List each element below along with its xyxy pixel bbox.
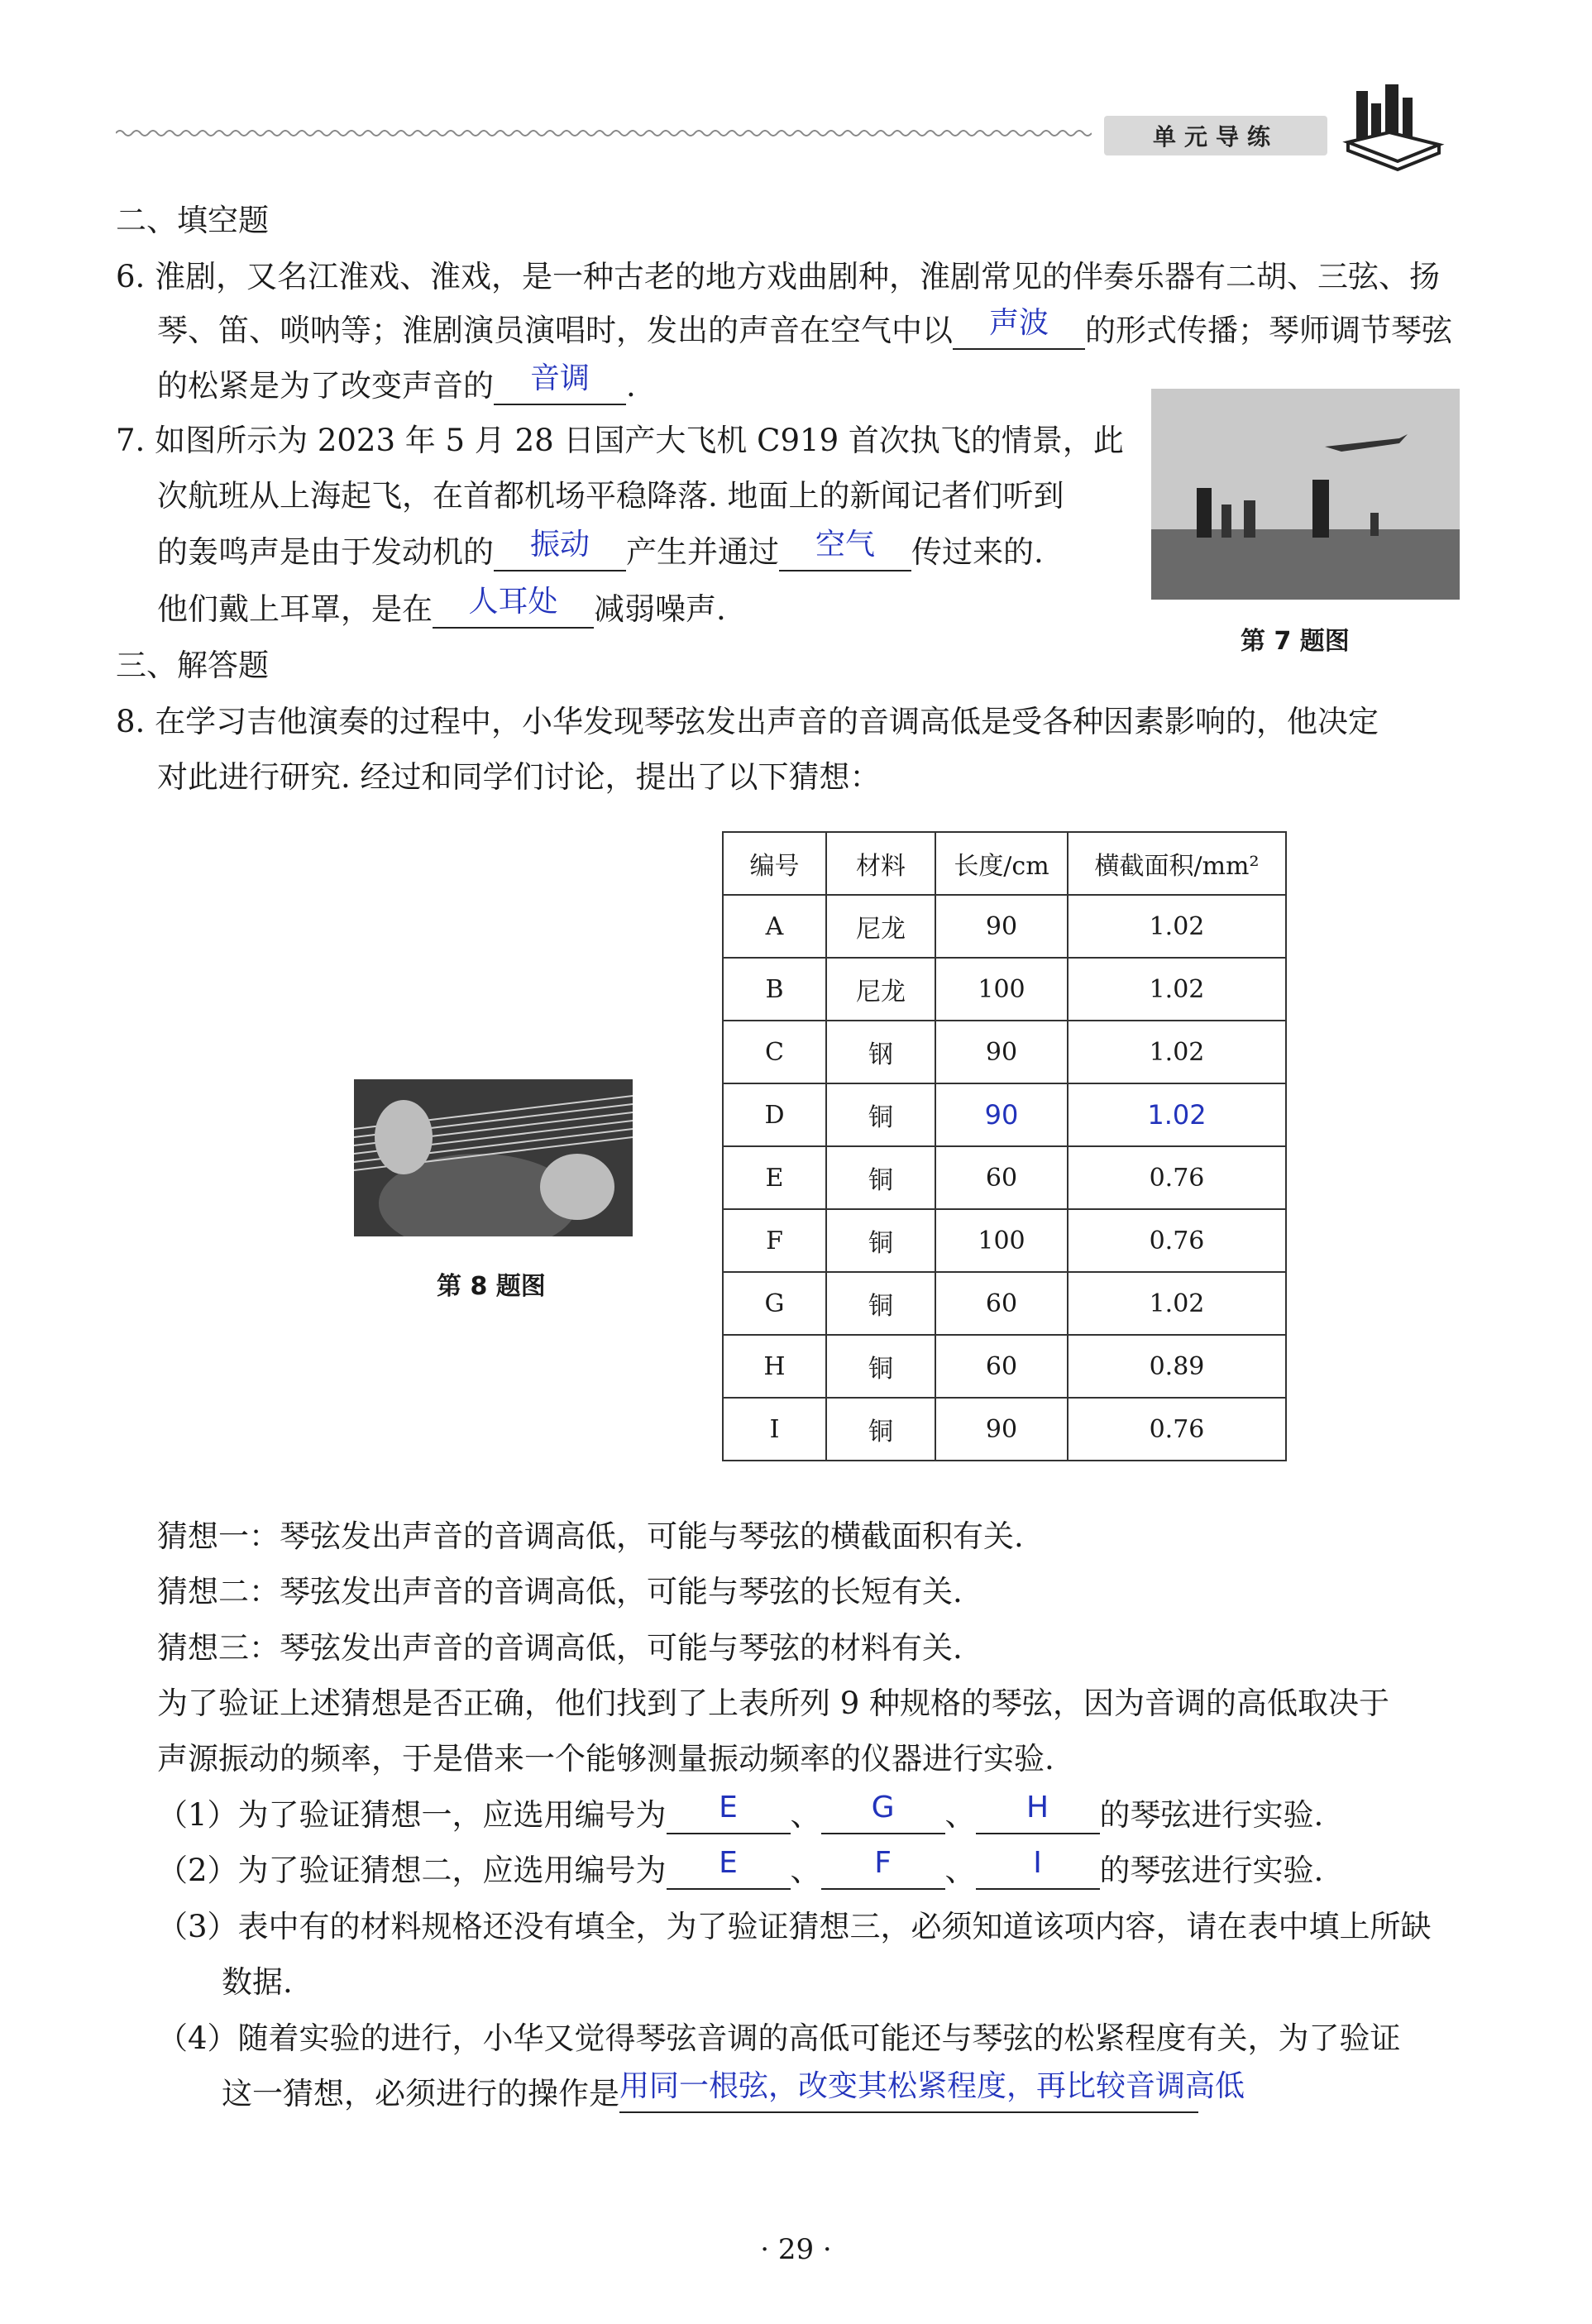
q6-line-3 <box>157 361 636 407</box>
separator: 、 <box>944 1797 976 1833</box>
table-cell: 1.02 <box>1068 895 1286 958</box>
table-cell: 铜 <box>826 1209 935 1272</box>
q7-blank-1 <box>494 528 626 571</box>
q8-sub-1-text: （1）为了验证猜想一，应选用编号为 <box>157 1797 667 1833</box>
q6-text: 的松紧是为了改变声音的 <box>157 368 494 404</box>
guess-2: 猜想二：琴弦发出声音的音调高低，可能与琴弦的长短有关. <box>157 1574 963 1609</box>
table-row <box>723 1083 1286 1146</box>
q8-sub-3-line-1: （3）表中有的材料规格还没有填全，为了验证猜想三，必须知道该项内容，请在表中填上所缺 <box>157 1909 1432 1944</box>
table-cell: 100 <box>935 1209 1068 1272</box>
books-logo-icon <box>1340 83 1447 174</box>
q7-text: 传过来的. <box>911 534 1044 570</box>
table-cell: 0.89 <box>1068 1335 1286 1398</box>
table-cell: 100 <box>935 958 1068 1021</box>
table-cell: 90 <box>935 895 1068 958</box>
table-cell: D <box>723 1083 826 1146</box>
table-row <box>723 1146 1286 1209</box>
q8-sub-4-blank <box>619 2069 1245 2113</box>
q8-sub-1-blank-c <box>976 1791 1100 1834</box>
table-cell: 铜 <box>826 1272 935 1335</box>
q8-para-2: 声源振动的频率，于是借来一个能够测量振动频率的仪器进行实验. <box>157 1741 1054 1776</box>
table-cell: 铜 <box>826 1398 935 1461</box>
q7-line-1: 7. 如图所示为 2023 年 5 月 28 日国产大飞机 C919 首次执飞的情景，此 <box>116 423 1124 458</box>
q8-line-2: 对此进行研究. 经过和同学们讨论，提出了以下猜想： <box>157 759 881 795</box>
q6-blank-1 <box>953 306 1085 350</box>
table-row <box>723 1398 1286 1461</box>
table-cell: G <box>723 1272 826 1335</box>
table-cell: 0.76 <box>1068 1209 1286 1272</box>
separator: 、 <box>790 1853 821 1888</box>
q7-text: 的轰鸣声是由于发动机的 <box>157 534 494 570</box>
table-row <box>723 895 1286 958</box>
q6-answer-1: 声波 <box>988 306 1049 340</box>
table-cell: 60 <box>935 1335 1068 1398</box>
table-cell: A <box>723 895 826 958</box>
unit-practice-badge: 单元导练 <box>1104 116 1327 155</box>
q6-line-1: 6. 淮剧，又名江淮戏、淮戏，是一种古老的地方戏曲剧种，淮剧常见的伴奏乐器有二胡、三弦、扬 <box>116 259 1441 294</box>
header-area: 横截面积/mm² <box>1068 832 1286 895</box>
q8-sub-2-text: 的琴弦进行实验. <box>1099 1853 1324 1888</box>
table-cell: 0.76 <box>1068 1398 1286 1461</box>
separator: 、 <box>790 1797 821 1833</box>
q7-text: 减弱噪声. <box>594 591 726 627</box>
table-row <box>723 1335 1286 1398</box>
q8-sub-4-line-2 <box>222 2069 1245 2115</box>
q6-blank-2 <box>494 361 626 405</box>
q8-sub-2-text: （2）为了验证猜想二，应选用编号为 <box>157 1853 667 1888</box>
q6-line-2 <box>157 306 1452 351</box>
table-row <box>723 1272 1286 1335</box>
q8-sub-4-line-1: （4）随着实验的进行，小华又觉得琴弦音调的高低可能还与琴弦的松紧程度有关，为了验证 <box>157 2020 1401 2056</box>
table-cell: 铜 <box>826 1335 935 1398</box>
q7-line-2: 次航班从上海起飞，在首都机场平稳降落. 地面上的新闻记者们听到 <box>157 478 1064 514</box>
q8-figure-caption: 第 8 题图 <box>437 1272 546 1301</box>
q8-sub-4-answer: 用同一根弦，改变其松紧程度，再比较音调高低 <box>619 2069 1245 2103</box>
q7-text: 他们戴上耳罩，是在 <box>157 591 433 627</box>
q8-sub-1-text: 的琴弦进行实验. <box>1099 1797 1324 1833</box>
q8-sub-3-line-2: 数据. <box>222 1964 293 2000</box>
table-cell: 60 <box>935 1272 1068 1335</box>
table-cell: 尼龙 <box>826 958 935 1021</box>
guess-3: 猜想三：琴弦发出声音的音调高低，可能与琴弦的材料有关. <box>157 1630 963 1666</box>
table-cell: E <box>723 1146 826 1209</box>
q7-answer-2: 空气 <box>815 528 875 562</box>
header-wavy-rule <box>116 124 1092 142</box>
string-spec-table <box>722 831 1287 1461</box>
table-cell: 1.02 <box>1068 1021 1286 1083</box>
table-row <box>723 1209 1286 1272</box>
q7-blank-3 <box>433 585 594 629</box>
q8-sub-4-text: 这一猜想，必须进行的操作是 <box>222 2076 619 2111</box>
q7-text: 产生并通过 <box>626 534 779 570</box>
table-cell: 尼龙 <box>826 895 935 958</box>
table-cell: F <box>723 1209 826 1272</box>
q8-line-1: 8. 在学习吉他演奏的过程中，小华发现琴弦发出声音的音调高低是受各种因素影响的，他决定 <box>116 704 1379 739</box>
q8-sub-1-answer-a: E <box>719 1791 738 1824</box>
table-cell: C <box>723 1021 826 1083</box>
q8-sub-1-answer-c: H <box>1026 1791 1049 1824</box>
q8-sub-1 <box>157 1791 1324 1836</box>
q7-line-4 <box>157 585 726 630</box>
table-cell: B <box>723 958 826 1021</box>
q6-text: 的形式传播；琴师调节琴弦 <box>1085 313 1452 348</box>
q6-text: 琴、笛、唢呐等；淮剧演员演唱时，发出的声音在空气中以 <box>157 313 953 348</box>
table-header-row <box>723 832 1286 895</box>
q6-text: . <box>626 368 636 404</box>
header-material: 材料 <box>826 832 935 895</box>
table-cell: 1.02 <box>1068 1272 1286 1335</box>
q7-answer-3: 人耳处 <box>468 585 558 619</box>
table-cell-filled-answer: 1.02 <box>1068 1083 1286 1146</box>
q8-sub-2-answer-c: I <box>1033 1846 1042 1880</box>
table-cell: 0.76 <box>1068 1146 1286 1209</box>
q7-figure-caption: 第 7 题图 <box>1241 627 1350 656</box>
q6-answer-2: 音调 <box>529 361 590 395</box>
table-cell: 铜 <box>826 1083 935 1146</box>
table-cell: 60 <box>935 1146 1068 1209</box>
guess-1: 猜想一：琴弦发出声音的音调高低，可能与琴弦的横截面积有关. <box>157 1518 1024 1554</box>
q8-sub-1-blank-a <box>667 1791 791 1834</box>
table-cell: 铜 <box>826 1146 935 1209</box>
header-id: 编号 <box>723 832 826 895</box>
q8-sub-2-answer-b: F <box>874 1846 892 1880</box>
q8-sub-2 <box>157 1846 1324 1891</box>
table-cell: H <box>723 1335 826 1398</box>
header-length: 长度/cm <box>935 832 1068 895</box>
section-fill-blank-title: 二、填空题 <box>116 203 269 238</box>
table-row <box>723 1021 1286 1083</box>
q8-sub-2-blank-b <box>821 1846 945 1890</box>
q8-sub-1-blank-b <box>821 1791 945 1834</box>
table-cell: 90 <box>935 1398 1068 1461</box>
q8-para-1: 为了验证上述猜想是否正确，他们找到了上表所列 9 种规格的琴弦，因为音调的高低取决于 <box>157 1686 1390 1721</box>
q8-sub-2-blank-c <box>976 1846 1100 1890</box>
table-cell: 90 <box>935 1021 1068 1083</box>
table-cell-filled-answer: 90 <box>935 1083 1068 1146</box>
q7-line-3 <box>157 528 1044 573</box>
q8-sub-1-answer-b: G <box>871 1791 895 1824</box>
q8-guitar-photo <box>354 1079 633 1236</box>
page-number: · 29 · <box>760 2233 832 2266</box>
q7-answer-1: 振动 <box>529 528 590 562</box>
q8-sub-2-blank-a <box>667 1846 791 1890</box>
section-answer-title: 三、解答题 <box>116 648 269 683</box>
table-cell: 1.02 <box>1068 958 1286 1021</box>
table-cell: I <box>723 1398 826 1461</box>
q7-airplane-photo <box>1151 389 1460 600</box>
q8-sub-2-answer-a: E <box>719 1846 738 1880</box>
q7-blank-2 <box>779 528 911 571</box>
separator: 、 <box>944 1853 976 1888</box>
table-row <box>723 958 1286 1021</box>
table-cell: 钢 <box>826 1021 935 1083</box>
